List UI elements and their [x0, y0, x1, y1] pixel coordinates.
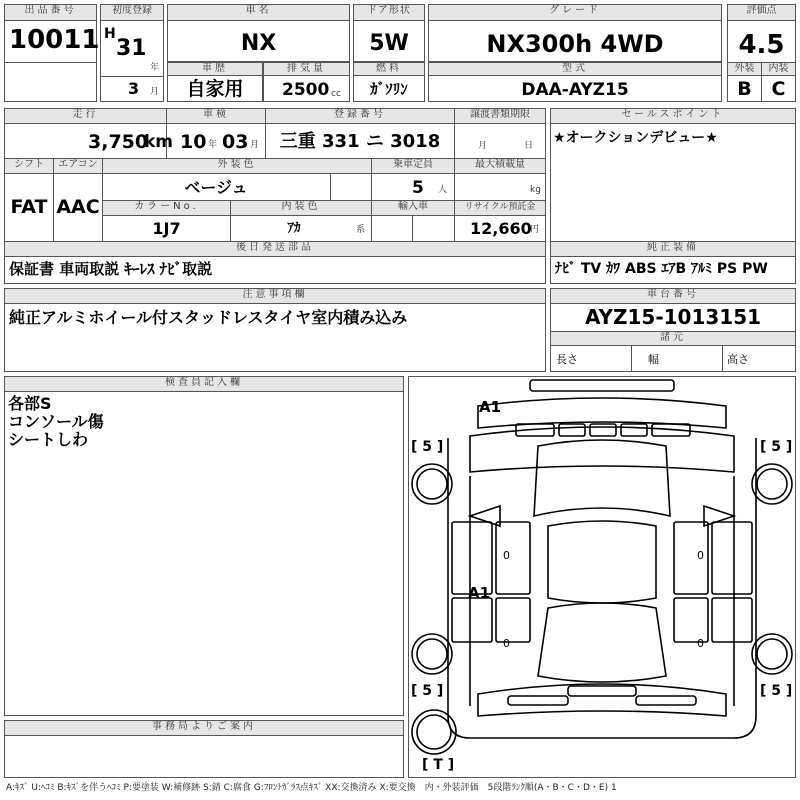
damage-legend: A:ｷｽﾞ U:ﾍｺﾐ B:ｷｽﾞを伴うﾍｺﾐ P:要塗装 W:補修跡 S:錆 C:腐食 G:ﾌﾛﾝﾄｶﾞﾗｽ点ｷｽﾞ XX:交換済み X:要交換 内・外装評価 5段階ﾗﾝｸ順(A・B・C・D・E) 1 — [6, 783, 617, 793]
mileage-unit: km — [144, 132, 174, 152]
spec-width-label: 幅 — [648, 353, 659, 366]
shift-type: FAT — [10, 196, 48, 218]
capacity-unit: 人 — [438, 185, 448, 195]
recycle-deposit-header: リサイクル預託金 — [454, 200, 546, 216]
spare-tire-label: [ T ] — [422, 757, 455, 773]
model-code: DAA-AYZ15 — [521, 80, 629, 100]
exterior-color-header: 外装色 — [102, 158, 372, 174]
grade: NX300h 4WD — [486, 30, 664, 58]
mileage: 3,750 — [88, 131, 149, 153]
capacity-header: 乗車定員 — [371, 158, 455, 174]
fuel-header: 燃料 — [353, 62, 425, 76]
inspector-note-1: 各部S — [8, 394, 52, 413]
transfer-day-unit: 日 — [524, 141, 534, 151]
interior-rank: C — [771, 78, 786, 100]
mirror-left-value: 0 — [503, 549, 510, 562]
color-number: 1J7 — [152, 219, 181, 238]
equipment-list: ﾅﾋﾞ TV ｶﾜ ABS ｴｱB ｱﾙﾐ PS PW — [555, 261, 768, 277]
era-label: H — [104, 26, 116, 42]
lot-number: 10011 — [9, 25, 100, 55]
inspection-year: 10 — [180, 131, 207, 153]
exterior-color: ベージュ — [184, 178, 248, 197]
sales-point-header: セールスポイント — [550, 108, 796, 124]
max-load-header: 最大積載量 — [454, 158, 546, 174]
registration-number: 三重 331 ニ 3018 — [279, 131, 441, 152]
interior-color-header: 内装色 — [230, 200, 372, 216]
inspector-header: 検査員記入欄 — [4, 376, 404, 392]
transfer-month-unit: 月 — [478, 141, 488, 151]
inspection-month-unit: 月 — [250, 140, 260, 150]
equipment-header: 純正装備 — [550, 241, 796, 257]
car-name: NX — [240, 31, 277, 56]
spec-height-label: 高さ — [727, 353, 749, 366]
car-name-header: 車名 — [167, 4, 350, 21]
score: 4.5 — [738, 30, 785, 60]
first-registration-month: 3 — [128, 79, 140, 98]
max-load-unit: kg — [530, 185, 541, 195]
specs-header: 諸元 — [550, 331, 796, 346]
first-registration-year: 31 — [116, 36, 147, 61]
door-right-value: 0 — [697, 637, 704, 650]
later-parts: 保証書 車両取説 ｷｰﾚｽ ﾅﾋﾞ取説 — [9, 260, 213, 278]
inspection-month: 03 — [222, 131, 249, 153]
spec-length-label: 長さ — [556, 353, 578, 366]
door-type: 5W — [369, 31, 409, 56]
month-unit: 月 — [150, 87, 160, 97]
grade-header: グレード — [428, 4, 722, 21]
office-notes-header: 事務局よりご案内 — [4, 720, 404, 736]
displacement: 2500 — [282, 80, 330, 100]
mileage-header: 走行 — [4, 108, 167, 124]
interior-rank-header: 内装 — [761, 62, 796, 76]
door-type-header: ドア形状 — [353, 4, 425, 21]
tire-depth-front-right: [ 5 ] — [760, 439, 793, 455]
recycle-unit: 円 — [530, 225, 540, 235]
vehicle-history: 自家用 — [186, 78, 244, 100]
cc-unit: cc — [331, 89, 341, 99]
history-header: 車歴 — [167, 62, 263, 76]
displacement-header: 排気量 — [263, 62, 350, 76]
first-registration-header: 初度登録 — [100, 4, 164, 21]
inspector-note-3: シートしわ — [8, 430, 89, 449]
chassis-header: 車台番号 — [550, 288, 796, 304]
damage-mark-front: A1 — [479, 398, 502, 416]
interior-color: ｱｶ — [287, 221, 301, 236]
notes-text: 純正アルミホイール付スタッドレスタイヤ室内積み込み — [9, 308, 408, 327]
fuel-type: ｶﾞｿﾘﾝ — [370, 80, 408, 98]
recycle-deposit: 12,660 — [470, 219, 532, 238]
exterior-rank-header: 外装 — [727, 62, 762, 76]
year-unit: 年 — [150, 63, 160, 73]
aircon-header: エアコン — [53, 158, 103, 174]
tire-depth-rear-right: [ 5 ] — [760, 683, 793, 699]
inspector-note-2: コンソール傷 — [8, 412, 104, 431]
shift-header: シフト — [4, 158, 54, 174]
inspection-header: 車検 — [166, 108, 266, 124]
tire-depth-front-left: [ 5 ] — [411, 439, 444, 455]
damage-mark-side: A1 — [468, 584, 491, 602]
notes-header: 注意事項欄 — [4, 288, 546, 304]
score-header: 評価点 — [727, 4, 796, 21]
later-parts-header: 後日発送部品 — [4, 241, 546, 257]
exterior-rank: B — [737, 78, 752, 100]
chassis-number: AYZ15-1013151 — [584, 305, 762, 329]
inspection-year-unit: 年 — [208, 140, 218, 150]
door-left-value: 0 — [503, 637, 510, 650]
import-header: 輸入車 — [371, 200, 455, 216]
mirror-right-value: 0 — [697, 549, 704, 562]
capacity: 5 — [412, 178, 424, 198]
tire-depth-rear-left: [ 5 ] — [411, 683, 444, 699]
sales-point: ★オークションデビュー★ — [553, 130, 718, 146]
color-number-header: カラーNo. — [102, 200, 231, 216]
transfer-deadline-header: 譲渡書類期限 — [454, 108, 546, 124]
aircon-type: AAC — [56, 196, 100, 218]
car-diagram — [408, 376, 796, 778]
interior-color-suffix: 系 — [356, 225, 366, 235]
lot-number-header: 出品番号 — [4, 4, 97, 21]
model-code-header: 型式 — [428, 62, 722, 76]
registration-number-header: 登録番号 — [265, 108, 455, 124]
